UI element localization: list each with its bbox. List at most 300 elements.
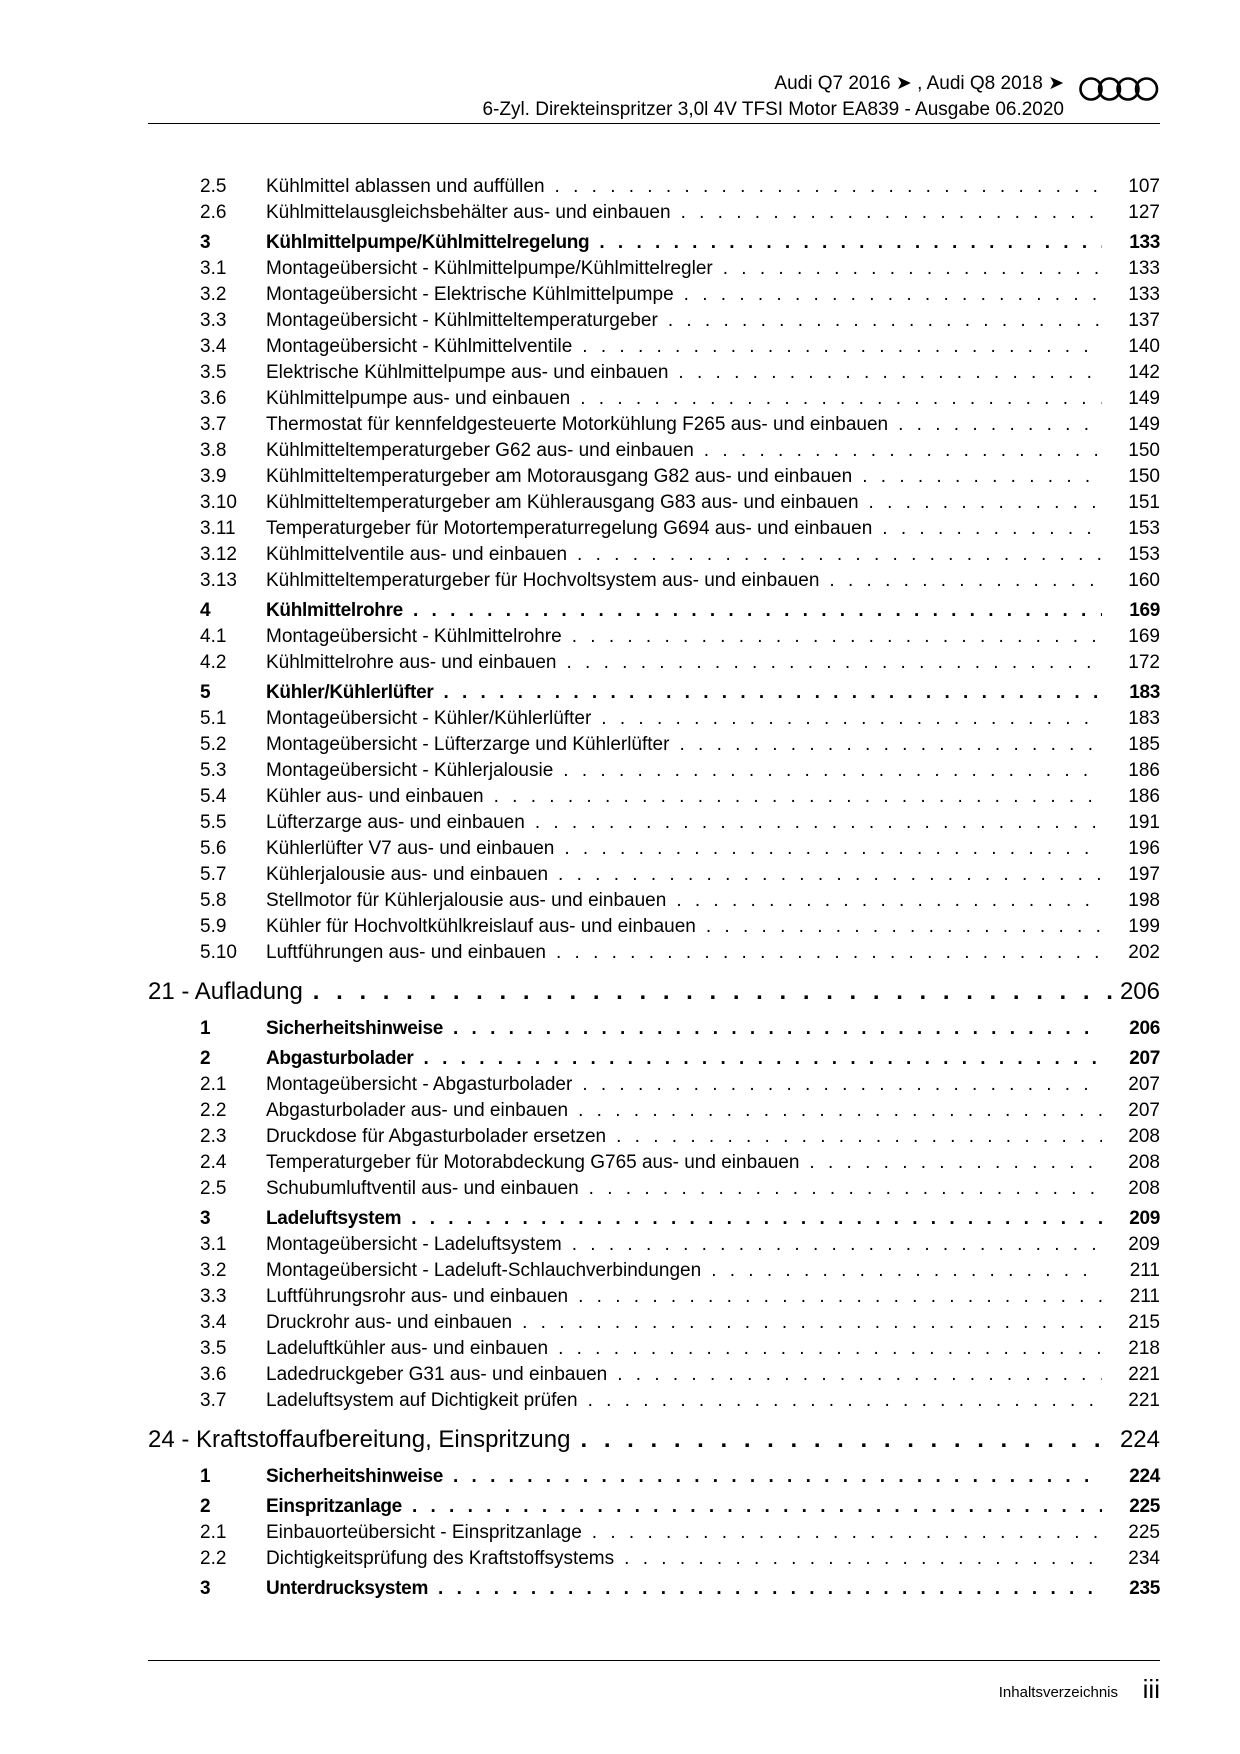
toc-entry-number: 5.10 <box>200 942 237 963</box>
dot-leader <box>577 542 1102 568</box>
dot-leader <box>556 940 1102 966</box>
dot-leader <box>572 624 1102 650</box>
toc-page-number: 183 <box>1129 682 1160 703</box>
dot-leader <box>313 972 1114 1012</box>
toc-entry-number: 5.2 <box>200 734 227 755</box>
toc-entry-title-wrap <box>266 1232 1106 1258</box>
toc-page-number: 202 <box>1128 942 1160 963</box>
dot-leader <box>580 1420 1114 1460</box>
toc-entry-title-wrap <box>266 914 1106 940</box>
toc-entry-number: 3.4 <box>200 1312 227 1333</box>
dot-leader <box>668 308 1102 334</box>
dot-leader <box>412 1494 1102 1520</box>
toc-entry-row[interactable] <box>148 1284 1160 1310</box>
toc-entry-number: 3.8 <box>200 440 227 461</box>
toc-entry-title: Kühlmitteltemperaturgeber am Kühlerausgang G83 aus- und einbauen <box>266 492 859 513</box>
toc-entry-number: 5.6 <box>200 838 227 859</box>
toc-entry-title-wrap <box>266 810 1106 836</box>
toc-page-number: 199 <box>1128 916 1160 937</box>
toc-page-number: 149 <box>1128 388 1160 409</box>
toc-entry-row[interactable] <box>148 940 1160 966</box>
page-footer <box>148 1660 1160 1720</box>
toc-entry-number: 2 <box>200 1048 211 1069</box>
toc-entry-title: Abgasturbolader aus- und einbauen <box>266 1100 569 1121</box>
page-header <box>148 72 1160 124</box>
toc-page-number: 150 <box>1128 440 1160 461</box>
dot-leader <box>555 174 1102 200</box>
toc-page-number: 153 <box>1128 518 1160 539</box>
toc-section-row[interactable] <box>148 1206 1160 1232</box>
toc-entry-title-wrap <box>266 1124 1106 1150</box>
dot-leader <box>592 1520 1102 1546</box>
toc-page-number: 137 <box>1128 310 1160 331</box>
toc-entry-title-wrap <box>266 1494 1106 1520</box>
toc-page-number: 221 <box>1128 1390 1160 1411</box>
toc-entry-title-wrap <box>266 1150 1106 1176</box>
toc-page-number: 142 <box>1128 362 1160 383</box>
dot-leader <box>424 1046 1102 1072</box>
toc-section-row[interactable] <box>148 1046 1160 1072</box>
dot-leader <box>676 888 1102 914</box>
footer-page-number: iii <box>1142 1674 1160 1704</box>
toc-entry-row[interactable] <box>148 1258 1160 1284</box>
toc-entry-row[interactable] <box>148 308 1160 334</box>
toc-entry-number: 3.9 <box>200 466 227 487</box>
toc-entry-title: Ladedruckgeber G31 aus- und einbauen <box>266 1364 608 1385</box>
audi-rings-icon <box>1078 76 1160 102</box>
toc-entry-row[interactable] <box>148 624 1160 650</box>
toc-page-number: 225 <box>1128 1522 1160 1543</box>
toc-entry-title: Kühlmitteltemperaturgeber am Motorausgang G82 aus- und einbauen <box>266 466 853 487</box>
toc-entry-title: Kühlmittelpumpe aus- und einbauen <box>266 388 571 409</box>
toc-entry-row[interactable] <box>148 1310 1160 1336</box>
toc-entry-title: Luftführungsrohr aus- und einbauen <box>266 1286 569 1307</box>
toc-entry-number: 3.5 <box>200 362 227 383</box>
toc-entry-row[interactable] <box>148 1176 1160 1202</box>
toc-entry-row[interactable] <box>148 282 1160 308</box>
toc-entry-title-wrap <box>266 836 1106 862</box>
toc-entry-number: 5 <box>200 682 211 703</box>
toc-page-number: 197 <box>1128 864 1160 885</box>
toc-entry-number: 3.13 <box>200 570 237 591</box>
toc-entry-title: Thermostat für kennfeldgesteuerte Motorkühlung F265 aus- und einbauen <box>266 414 889 435</box>
toc-entry-title: Ladeluftsystem auf Dichtigkeit prüfen <box>266 1390 578 1411</box>
dot-leader <box>411 1206 1102 1232</box>
toc-entry-title-wrap <box>266 680 1106 706</box>
toc-entry-number: 4 <box>200 600 211 621</box>
dot-leader <box>679 732 1102 758</box>
toc-page-number: 186 <box>1128 760 1160 781</box>
toc-entry-row[interactable] <box>148 464 1160 490</box>
dot-leader <box>578 1284 1102 1310</box>
toc-page-number: 234 <box>1128 1548 1160 1569</box>
toc-entry-title: Montageübersicht - Elektrische Kühlmittelpumpe <box>266 284 674 305</box>
toc-page-number: 172 <box>1128 652 1160 673</box>
toc-entry-number: 2.5 <box>200 1178 227 1199</box>
dot-leader <box>601 706 1102 732</box>
dot-leader <box>704 438 1102 464</box>
toc-section-row[interactable] <box>148 598 1160 624</box>
dot-leader <box>558 862 1102 888</box>
toc-entry-number: 3.3 <box>200 310 227 331</box>
toc-entry-title: Montageübersicht - Ladeluft-Schlauchverbindungen <box>266 1260 702 1281</box>
toc-page-number: 196 <box>1128 838 1160 859</box>
toc-page-number: 127 <box>1128 202 1160 223</box>
toc-section-row[interactable] <box>148 1016 1160 1042</box>
toc-entry-number: 2.2 <box>200 1100 227 1121</box>
dot-leader <box>438 1576 1102 1602</box>
toc-entry-row[interactable] <box>148 706 1160 732</box>
dot-leader <box>809 1150 1102 1176</box>
toc-entry-number: 5.3 <box>200 760 227 781</box>
toc-entry-title: Kühlmittelpumpe/Kühlmittelregelung <box>266 232 590 253</box>
toc-page-number: 198 <box>1128 890 1160 911</box>
dot-leader <box>453 1464 1102 1490</box>
dot-leader <box>862 464 1102 490</box>
dot-leader <box>580 386 1102 412</box>
toc-entry-row[interactable] <box>148 862 1160 888</box>
footer-section-label: Inhaltsverzeichnis <box>998 1684 1118 1701</box>
toc-entry-row[interactable] <box>148 360 1160 386</box>
toc-entry-row[interactable] <box>148 810 1160 836</box>
toc-entry-row[interactable] <box>148 334 1160 360</box>
toc-entry-title-wrap <box>266 412 1106 438</box>
toc-page-number: 150 <box>1128 466 1160 487</box>
toc-entry-title-wrap <box>266 650 1106 676</box>
toc-section-row[interactable] <box>148 230 1160 256</box>
toc-entry-title-wrap <box>266 1258 1106 1284</box>
dot-leader <box>453 1016 1102 1042</box>
toc-entry-title: Temperaturgeber für Motorabdeckung G765 aus- und einbauen <box>266 1152 800 1173</box>
toc-page-number: 208 <box>1128 1152 1160 1173</box>
toc-page-number: 221 <box>1128 1364 1160 1385</box>
toc-page-number: 153 <box>1128 544 1160 565</box>
toc-entry-number: 2.3 <box>200 1126 227 1147</box>
toc-entry-number: 1 <box>200 1466 211 1487</box>
toc-chapter-row[interactable] <box>148 1420 1160 1460</box>
toc-entry-number: 3.2 <box>200 284 227 305</box>
dot-leader <box>711 1258 1102 1284</box>
table-of-contents <box>148 174 1160 1602</box>
toc-entry-title-wrap <box>266 706 1106 732</box>
toc-entry-title-wrap <box>266 1176 1106 1202</box>
dot-leader <box>681 200 1102 226</box>
dot-leader <box>684 282 1102 308</box>
toc-entry-title: Montageübersicht - Lüfterzarge und Kühlerlüfter <box>266 734 670 755</box>
dot-leader <box>413 598 1102 624</box>
toc-section-row[interactable] <box>148 1494 1160 1520</box>
toc-entry-title-wrap <box>266 1284 1106 1310</box>
toc-entry-title-wrap <box>266 1464 1106 1490</box>
footer-divider <box>148 1660 1160 1661</box>
toc-entry-row[interactable] <box>148 1362 1160 1388</box>
toc-page-number: 215 <box>1128 1312 1160 1333</box>
toc-entry-title: Kühlmitteltemperaturgeber für Hochvoltsystem aus- und einbauen <box>266 570 820 591</box>
toc-entry-row[interactable] <box>148 1150 1160 1176</box>
toc-entry-number: 2.1 <box>200 1074 227 1095</box>
toc-entry-title-wrap <box>266 1546 1106 1572</box>
toc-entry-title-wrap <box>266 1520 1106 1546</box>
toc-entry-title-wrap <box>266 230 1106 256</box>
toc-entry-row[interactable] <box>148 650 1160 676</box>
toc-entry-number: 3 <box>200 1208 211 1229</box>
toc-entry-row[interactable] <box>148 732 1160 758</box>
toc-entry-row[interactable] <box>148 438 1160 464</box>
toc-entry-title: Kühlmittelventile aus- und einbauen <box>266 544 568 565</box>
toc-page-number: 149 <box>1128 414 1160 435</box>
toc-page-number: 208 <box>1128 1178 1160 1199</box>
toc-entry-row[interactable] <box>148 412 1160 438</box>
toc-entry-title: Sicherheitshinweise <box>266 1466 443 1487</box>
toc-entry-title: Druckdose für Abgasturbolader ersetzen <box>266 1126 607 1147</box>
toc-page-number: 218 <box>1128 1338 1160 1359</box>
toc-entry-row[interactable] <box>148 1124 1160 1150</box>
toc-page-number: 151 <box>1128 492 1160 513</box>
toc-entry-title-wrap <box>266 568 1106 594</box>
toc-entry-row[interactable] <box>148 1388 1160 1414</box>
toc-entry-title: Montageübersicht - Ladeluftsystem <box>266 1234 562 1255</box>
toc-page-number: 211 <box>1129 1260 1160 1281</box>
toc-entry-title-wrap <box>266 1046 1106 1072</box>
toc-entry-row[interactable] <box>148 200 1160 226</box>
toc-entry-row[interactable] <box>148 516 1160 542</box>
toc-page-number: 183 <box>1128 708 1160 729</box>
toc-page-number: 208 <box>1128 1126 1160 1147</box>
toc-entry-row[interactable] <box>148 1232 1160 1258</box>
toc-entry-row[interactable] <box>148 542 1160 568</box>
dot-leader <box>588 1388 1102 1414</box>
toc-entry-row[interactable] <box>148 568 1160 594</box>
toc-entry-row[interactable] <box>148 1072 1160 1098</box>
toc-entry-title: Kühler/Kühlerlüfter <box>266 682 434 703</box>
toc-entry-number: 3.4 <box>200 336 227 357</box>
toc-page-number: 169 <box>1128 626 1160 647</box>
toc-page-number: 206 <box>1119 978 1160 1005</box>
dot-leader <box>706 914 1102 940</box>
toc-entry-title-wrap <box>266 784 1106 810</box>
dot-leader <box>882 516 1102 542</box>
dot-leader <box>898 412 1102 438</box>
toc-entry-title-wrap <box>266 732 1106 758</box>
toc-entry-number: 3.10 <box>200 492 237 513</box>
toc-entry-title: Montageübersicht - Kühlmittelventile <box>266 336 573 357</box>
toc-entry-title-wrap <box>266 360 1106 386</box>
toc-entry-title: Abgasturbolader <box>266 1048 414 1069</box>
header-divider <box>148 123 1160 124</box>
toc-entry-number: 3.5 <box>200 1338 227 1359</box>
dot-leader <box>617 1362 1102 1388</box>
toc-entry-number: 5.5 <box>200 812 227 833</box>
toc-entry-title-wrap <box>266 174 1106 200</box>
toc-entry-row[interactable] <box>148 256 1160 282</box>
dot-leader <box>443 680 1102 706</box>
toc-page-number: 191 <box>1128 812 1160 833</box>
toc-page-number: 160 <box>1128 570 1160 591</box>
toc-entry-title-wrap <box>266 516 1106 542</box>
dot-leader <box>572 1232 1102 1258</box>
dot-leader <box>829 568 1102 594</box>
toc-entry-title-wrap <box>266 334 1106 360</box>
dot-leader <box>564 836 1102 862</box>
toc-entry-number: 3 <box>200 1578 211 1599</box>
toc-page-number: 207 <box>1128 1074 1160 1095</box>
toc-entry-title: Montageübersicht - Kühlmitteltemperaturgeber <box>266 310 658 331</box>
toc-entry-number: 3.7 <box>200 1390 227 1411</box>
toc-entry-row[interactable] <box>148 1520 1160 1546</box>
toc-page-number: 224 <box>1119 1426 1160 1453</box>
toc-entry-title-wrap <box>266 1576 1106 1602</box>
toc-entry-number: 2.4 <box>200 1152 227 1173</box>
toc-entry-title: Kühler für Hochvoltkühlkreislauf aus- und einbauen <box>266 916 696 937</box>
toc-entry-title-wrap <box>266 940 1106 966</box>
toc-entry-title: Montageübersicht - Kühlmittelpumpe/Kühlmittelregler <box>266 258 713 279</box>
toc-page-number: 185 <box>1128 734 1160 755</box>
dot-leader <box>558 1336 1102 1362</box>
header-engine: 6-Zyl. Direkteinspritzer 3,0l 4V TFSI Motor EA839 - Ausgabe 06.2020 <box>482 99 1064 120</box>
toc-entry-row[interactable] <box>148 784 1160 810</box>
toc-entry-title-wrap <box>266 888 1106 914</box>
toc-entry-number: 5.1 <box>200 708 227 729</box>
toc-entry-title: Elektrische Kühlmittelpumpe aus- und einbauen <box>266 362 669 383</box>
toc-entry-number: 5.7 <box>200 864 227 885</box>
toc-entry-title-wrap <box>266 1336 1106 1362</box>
toc-entry-number: 5.8 <box>200 890 227 911</box>
toc-page-number: 206 <box>1129 1018 1160 1039</box>
toc-entry-title-wrap <box>266 862 1106 888</box>
toc-entry-number: 5.4 <box>200 786 227 807</box>
dot-leader <box>616 1124 1102 1150</box>
toc-entry-title-wrap <box>266 490 1106 516</box>
toc-page-number: 186 <box>1128 786 1160 807</box>
toc-entry-row[interactable] <box>148 1336 1160 1362</box>
toc-page-number: 211 <box>1129 1286 1160 1307</box>
toc-page-number: 225 <box>1129 1496 1160 1517</box>
toc-page-number: 133 <box>1128 284 1160 305</box>
toc-entry-title: 24 - Kraftstoffaufbereitung, Einspritzung <box>148 1426 571 1453</box>
toc-entry-title-wrap <box>266 542 1106 568</box>
toc-entry-number: 3.1 <box>200 258 227 279</box>
toc-entry-title-wrap <box>266 1016 1106 1042</box>
toc-entry-title-wrap <box>266 1206 1106 1232</box>
toc-entry-title-wrap <box>148 1420 1118 1460</box>
dot-leader <box>599 230 1102 256</box>
toc-entry-row[interactable] <box>148 490 1160 516</box>
toc-entry-row[interactable] <box>148 888 1160 914</box>
toc-entry-title: Kühlmittelrohre <box>266 600 403 621</box>
toc-entry-number: 2.6 <box>200 202 227 223</box>
dot-leader <box>578 1098 1102 1124</box>
toc-entry-title: Einbauorteübersicht - Einspritzanlage <box>266 1522 582 1543</box>
dot-leader <box>563 758 1102 784</box>
dot-leader <box>723 256 1102 282</box>
toc-entry-number: 3.12 <box>200 544 237 565</box>
dot-leader <box>624 1546 1102 1572</box>
toc-section-row[interactable] <box>148 1576 1160 1602</box>
dot-leader <box>566 650 1102 676</box>
toc-entry-number: 1 <box>200 1018 211 1039</box>
dot-leader <box>582 1072 1102 1098</box>
toc-entry-row[interactable] <box>148 386 1160 412</box>
toc-entry-number: 2 <box>200 1496 211 1517</box>
toc-page-number: 207 <box>1129 1048 1160 1069</box>
toc-entry-number: 3.3 <box>200 1286 227 1307</box>
dot-leader <box>869 490 1102 516</box>
toc-page-number: 209 <box>1129 1208 1160 1229</box>
toc-entry-row[interactable] <box>148 836 1160 862</box>
toc-entry-title-wrap <box>266 464 1106 490</box>
toc-entry-number: 2.1 <box>200 1522 227 1543</box>
toc-entry-title: Temperaturgeber für Motortemperaturregelung G694 aus- und einbauen <box>266 518 873 539</box>
toc-entry-number: 3 <box>200 232 211 253</box>
dot-leader <box>522 1310 1102 1336</box>
toc-entry-title-wrap <box>266 308 1106 334</box>
toc-entry-title: Kühlmitteltemperaturgeber G62 aus- und einbauen <box>266 440 694 461</box>
toc-entry-title-wrap <box>266 1310 1106 1336</box>
toc-entry-title-wrap <box>266 1072 1106 1098</box>
toc-entry-title: Sicherheitshinweise <box>266 1018 443 1039</box>
toc-entry-title: Kühlerlüfter V7 aus- und einbauen <box>266 838 555 859</box>
toc-entry-title: Dichtigkeitsprüfung des Kraftstoffsystems <box>266 1548 615 1569</box>
toc-entry-title: Kühlmittelrohre aus- und einbauen <box>266 652 557 673</box>
toc-chapter-row[interactable] <box>148 972 1160 1012</box>
toc-entry-title-wrap <box>266 624 1106 650</box>
dot-leader <box>494 784 1102 810</box>
toc-entry-title: Lüfterzarge aus- und einbauen <box>266 812 525 833</box>
toc-entry-row[interactable] <box>148 174 1160 200</box>
toc-entry-title: Ladeluftkühler aus- und einbauen <box>266 1338 549 1359</box>
toc-entry-number: 3.6 <box>200 388 227 409</box>
toc-entry-title: Montageübersicht - Kühlmittelrohre <box>266 626 562 647</box>
toc-section-row[interactable] <box>148 1464 1160 1490</box>
toc-entry-title: Kühlmittel ablassen und auffüllen <box>266 176 545 197</box>
toc-page-number: 140 <box>1128 336 1160 357</box>
toc-entry-row[interactable] <box>148 758 1160 784</box>
toc-entry-row[interactable] <box>148 1098 1160 1124</box>
toc-entry-title-wrap <box>266 386 1106 412</box>
toc-entry-title: Schubumluftventil aus- und einbauen <box>266 1178 579 1199</box>
toc-entry-title-wrap <box>266 1098 1106 1124</box>
toc-entry-title-wrap <box>266 282 1106 308</box>
toc-entry-number: 3.11 <box>200 518 236 539</box>
toc-entry-title: Kühlmittelausgleichsbehälter aus- und einbauen <box>266 202 671 223</box>
toc-entry-number: 5.9 <box>200 916 227 937</box>
toc-entry-title-wrap <box>266 598 1106 624</box>
dot-leader <box>535 810 1102 836</box>
toc-entry-number: 2.5 <box>200 176 227 197</box>
toc-entry-title-wrap <box>266 438 1106 464</box>
toc-entry-title-wrap <box>266 256 1106 282</box>
toc-section-row[interactable] <box>148 680 1160 706</box>
toc-entry-title: Montageübersicht - Kühlerjalousie <box>266 760 554 781</box>
toc-page-number: 224 <box>1129 1466 1160 1487</box>
toc-entry-row[interactable] <box>148 1546 1160 1572</box>
toc-entry-row[interactable] <box>148 914 1160 940</box>
toc-page-number: 133 <box>1128 258 1160 279</box>
dot-leader <box>582 334 1102 360</box>
toc-entry-title: Unterdrucksystem <box>266 1578 429 1599</box>
toc-entry-number: 3.7 <box>200 414 227 435</box>
toc-entry-number: 2.2 <box>200 1548 227 1569</box>
toc-entry-title-wrap <box>266 1388 1106 1414</box>
toc-entry-title: Luftführungen aus- und einbauen <box>266 942 546 963</box>
toc-entry-title: Kühlerjalousie aus- und einbauen <box>266 864 549 885</box>
toc-entry-title: Montageübersicht - Abgasturbolader <box>266 1074 573 1095</box>
toc-entry-number: 3.6 <box>200 1364 227 1385</box>
toc-entry-title-wrap <box>266 200 1106 226</box>
toc-entry-number: 3.1 <box>200 1234 227 1255</box>
toc-entry-title: Stellmotor für Kühlerjalousie aus- und einbauen <box>266 890 667 911</box>
toc-entry-title: Ladeluftsystem <box>266 1208 402 1229</box>
